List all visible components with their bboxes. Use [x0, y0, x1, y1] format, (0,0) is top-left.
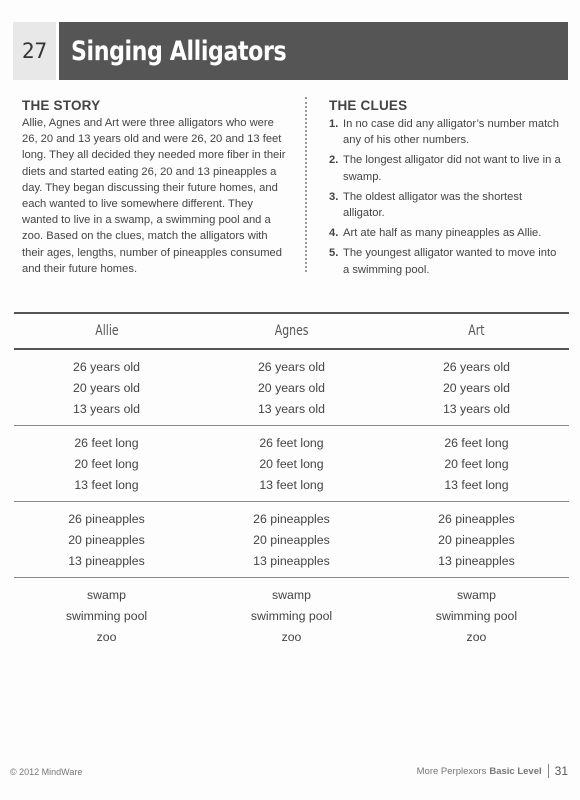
clue-number: 4.: [329, 227, 339, 240]
allie-lengths: [14, 433, 199, 496]
option-cell[interactable]: 13 years old: [442, 402, 510, 416]
option-cell[interactable]: 20 feet long: [74, 457, 139, 471]
book-level: Basic Level: [489, 765, 542, 777]
clue-text: Art ate half as many pineapples as Allie.: [343, 227, 542, 240]
ages-block: [14, 350, 569, 426]
copyright: © 2012 MindWare: [10, 767, 83, 777]
option-cell[interactable]: swamp: [272, 588, 311, 602]
option-cell[interactable]: zoo: [466, 630, 487, 644]
option-cell[interactable]: 20 years old: [72, 381, 140, 395]
book-title: More Perplexors: [416, 765, 487, 777]
clue-item: [329, 189, 561, 221]
agnes-homes: [199, 585, 384, 648]
option-cell[interactable]: 20 years old: [257, 381, 325, 395]
option-cell[interactable]: zoo: [281, 630, 302, 644]
option-cell[interactable]: 13 pineapples: [253, 554, 330, 568]
clue-number: 3.: [329, 190, 339, 203]
option-cell[interactable]: 26 years old: [72, 360, 140, 374]
page-number: 31: [554, 764, 568, 778]
lengths-block: [14, 426, 569, 502]
allie-homes: [14, 585, 199, 648]
clue-item: [329, 225, 561, 241]
puzzle-number: 27: [13, 22, 59, 80]
option-cell[interactable]: 20 pineapples: [253, 533, 330, 547]
clue-item: [329, 116, 561, 148]
option-cell[interactable]: 26 pineapples: [438, 512, 515, 526]
allie-pineapples: [14, 509, 199, 572]
option-cell[interactable]: 26 feet long: [259, 436, 324, 450]
homes-block: [14, 578, 569, 653]
pineapples-block: [14, 502, 569, 578]
clue-number: 2.: [329, 154, 339, 167]
grid-header-row: [14, 314, 569, 350]
option-cell[interactable]: 13 years old: [257, 402, 325, 416]
option-cell[interactable]: 13 pineapples: [68, 554, 145, 568]
clue-number: 1.: [329, 118, 339, 130]
option-cell[interactable]: 26 feet long: [74, 436, 139, 450]
option-cell[interactable]: 13 feet long: [259, 478, 324, 492]
option-cell[interactable]: 26 pineapples: [68, 512, 145, 526]
option-cell[interactable]: 20 feet long: [444, 457, 509, 471]
option-cell[interactable]: 26 years old: [442, 360, 510, 374]
page-footer: [417, 764, 568, 778]
title-band: [13, 22, 568, 80]
puzzle-title: Singing Alligators: [71, 35, 287, 67]
clues-section: [329, 98, 561, 282]
story-section: [22, 98, 292, 277]
art-pineapples: [384, 509, 569, 572]
clue-text: In no case did any alligator’s number match any of his other numbers.: [343, 118, 559, 147]
option-cell[interactable]: zoo: [96, 630, 117, 644]
option-cell[interactable]: swimming pool: [250, 609, 333, 623]
option-cell[interactable]: 26 feet long: [444, 436, 509, 450]
option-cell[interactable]: 13 years old: [72, 402, 140, 416]
story-text: Allie, Agnes and Art were three alligators who were 26, 20 and 13 years old and were 26, 20 and 13 feet long. They all decided they needed more fiber in their diets and started eating 26, 20 and 13 pineapples a day. They began discussing their future homes, and each wanted to live somewhere different. They wanted to live in a swamp, a swimming pool and a zoo. Based on the clues, match the alligators with their ages, lengths, number of pineapples consumed and their future homes.: [22, 117, 286, 275]
footer-separator: [548, 764, 549, 778]
option-cell[interactable]: swimming pool: [435, 609, 518, 623]
option-cell[interactable]: 20 pineapples: [68, 533, 145, 547]
option-cell[interactable]: 26 pineapples: [253, 512, 330, 526]
option-cell[interactable]: 13 feet long: [444, 478, 509, 492]
clue-text: The longest alligator did not want to live in a swamp.: [343, 154, 561, 183]
clue-text: The youngest alligator wanted to move into a swimming pool.: [343, 247, 557, 276]
option-cell[interactable]: 13 feet long: [74, 478, 139, 492]
column-header-art: Art: [468, 323, 485, 339]
clue-number: 5.: [329, 247, 339, 260]
clues-heading: THE CLUES: [329, 98, 408, 113]
dotted-divider: [305, 97, 307, 272]
option-cell[interactable]: swamp: [456, 588, 496, 602]
art-homes: [384, 585, 569, 648]
agnes-lengths: [199, 433, 384, 496]
clue-item: [329, 245, 561, 277]
story-heading: THE STORY: [22, 98, 101, 113]
art-lengths: [384, 433, 569, 496]
option-cell[interactable]: 20 pineapples: [438, 533, 515, 547]
agnes-pineapples: [199, 509, 384, 572]
answer-grid: [14, 312, 569, 653]
option-cell[interactable]: 20 years old: [442, 381, 510, 395]
clue-list: [329, 116, 561, 278]
option-cell[interactable]: swamp: [87, 588, 126, 602]
agnes-ages: [199, 357, 384, 420]
clue-text: The oldest alligator was the shortest alligator.: [343, 190, 523, 220]
option-cell[interactable]: 13 pineapples: [438, 554, 515, 568]
art-ages: [384, 357, 569, 420]
column-header-agnes: Agnes: [274, 323, 309, 339]
option-cell[interactable]: 20 feet long: [259, 457, 324, 471]
clue-item: [329, 152, 561, 184]
option-cell[interactable]: swimming pool: [65, 609, 148, 623]
column-header-allie: Allie: [94, 323, 119, 339]
allie-ages: [14, 357, 199, 420]
option-cell[interactable]: 26 years old: [257, 360, 325, 374]
